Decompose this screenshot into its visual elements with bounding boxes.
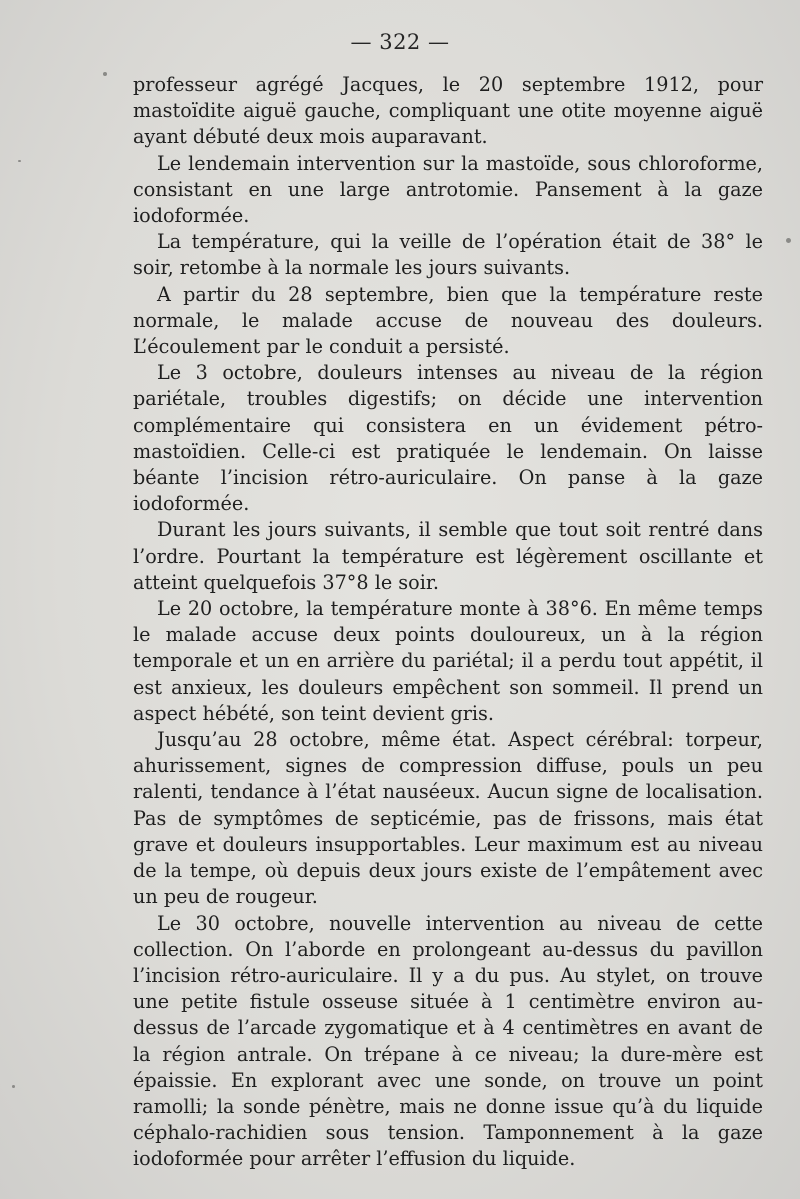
body-text xyxy=(133,72,763,1173)
paper-speck xyxy=(786,238,791,243)
paragraph-8: Jusqu’au 28 octobre, même état. Aspect cérébral: torpeur, ahurissement, signes de compression diffuse, pouls un peu ralenti, tendance à l’état nauséeux. Aucun signe de localisation. Pas de symptômes de septicémie, pas de frissons, mais état grave et douleurs insupportables. Leur maximum est au niveau de la tempe, où depuis deux jours existe de l’empâtement avec un peu de rougeur. xyxy=(133,728,763,909)
paragraph-3: La température, qui la veille de l’opération était de 38° le soir, retombe à la normale les jours suivants. xyxy=(133,230,763,280)
paper-speck xyxy=(18,160,21,162)
paragraph-2: Le lendemain intervention sur la mastoïde, sous chloroforme, consistant en une large antrotomie. Pansement à la gaze iodoformée. xyxy=(133,151,763,228)
paper-speck xyxy=(12,1085,15,1088)
paragraph-6: Durant les jours suivants, il semble que tout soit rentré dans l’ordre. Pourtant la température est légèrement oscillante et atteint quelquefois 37°8 le soir. xyxy=(133,518,763,594)
paragraph-5: Le 3 octobre, douleurs intenses au niveau de la région pariétale, troubles digestifs; on décide une intervention complémentaire qui consistera en un évidement pétro-mastoïdien. Celle-ci est pratiquée le lendemain. On laisse béante l’incision rétro-auriculaire. On panse à la gaze iodoformée. xyxy=(133,361,763,516)
paragraph-4: A partir du 28 septembre, bien que la température reste normale, le malade accuse de nouveau des douleurs. L’écoulement par le conduit a persisté. xyxy=(133,282,763,359)
paragraph-9: Le 30 octobre, nouvelle intervention au niveau de cette collection. On l’aborde en prolongeant au-dessus du pavillon l’incision rétro-auriculaire. Il y a du pus. Au stylet, on trouve une petite fistule osseuse située à 1 centimètre environ au-dessus de l’arcade zygomatique et à 4 centimètres en avant de la région antrale. On trépane à ce niveau; la dure-mère est épaissie. En explorant avec une sonde, on trouve un point ramolli; la sonde pénètre, mais ne donne issue qu’à du liquide céphalo-rachidien sous tension. Tamponnement à la gaze iodoformée pour arrêter l’effusion du liquide. xyxy=(133,911,763,1171)
paragraph-1: professeur agrégé Jacques, le 20 septembre 1912, pour mastoïdite aiguë gauche, compliquant une otite moyenne aiguë ayant débuté deux mois auparavant. xyxy=(133,73,763,149)
paper-speck xyxy=(103,72,107,76)
page-number: — 322 — xyxy=(350,30,450,54)
paragraph-7: Le 20 octobre, la température monte à 38°6. En même temps le malade accuse deux points douloureux, un à la région temporale et un en arrière du pariétal; il a perdu tout appétit, il est anxieux, les douleurs empêchent son sommeil. Il prend un aspect hébété, son teint devient gris. xyxy=(133,597,763,725)
